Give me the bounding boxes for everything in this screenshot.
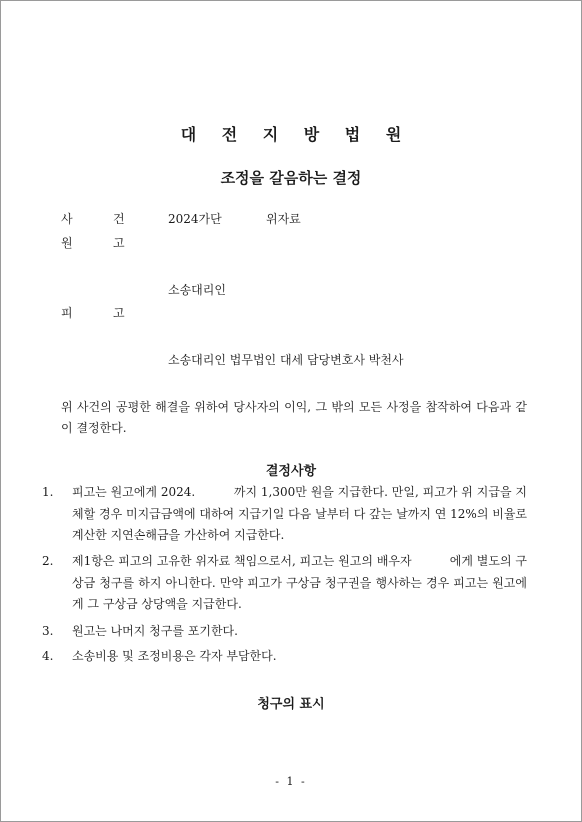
plaintiff-label-char2: 고 <box>113 236 125 250</box>
case-number: 2024가단 <box>168 212 222 226</box>
item-number: 3. <box>42 624 54 638</box>
item-text: 피고는 원고에게 2024. 까지 1,300만 원을 지급한다. 만일, 피고가 위 지급을 지체할 경우 미지급금액에 대하여 지급기일 다음 날부터 다 갚는 날까지 연 12%의 비율로 계산한 지연손해금을 가산하여 지급한다. <box>72 485 531 542</box>
item-number: 4. <box>42 649 54 663</box>
decision-item-2 <box>42 551 527 616</box>
item-text: 제1항은 피고의 고유한 위자료 책임으로서, 피고는 원고의 배우자 에게 별도의 구상금 청구를 하지 아니한다. 만약 피고가 구상금 청구권을 행사하는 경우 피고는 원고에게 그 구상금 상당액을 지급한다. <box>72 554 527 611</box>
plaintiff-label-char1: 원 <box>61 236 73 250</box>
case-label-char2: 건 <box>113 212 125 226</box>
claim-heading: 청구의 표시 <box>257 697 325 712</box>
court-name: 대 전 지 방 법 원 <box>180 125 412 144</box>
defendant-representative: 소송대리인 법무법인 대세 담당변호사 박천사 <box>168 353 404 367</box>
case-label-char1: 사 <box>61 212 73 226</box>
defendant-label-char1: 피 <box>61 306 73 320</box>
plaintiff-representative: 소송대리인 <box>168 283 226 297</box>
case-name: 위자료 <box>266 212 301 226</box>
defendant-label-char2: 고 <box>113 306 125 320</box>
item-text: 원고는 나머지 청구를 포기한다. <box>72 624 238 638</box>
item-text: 소송비용 및 조정비용은 각자 부담한다. <box>72 649 277 663</box>
decision-heading: 결정사항 <box>265 464 317 479</box>
item-number: 2. <box>42 554 54 568</box>
decision-item-1 <box>42 482 531 547</box>
decision-item-3 <box>42 621 527 643</box>
intro-paragraph: 위 사건의 공평한 해결을 위하여 당사자의 이익, 그 밖의 모든 사정을 참작하여 다음과 같이 결정한다. <box>61 400 527 435</box>
document-title: 조정을 갈음하는 결정 <box>220 169 362 187</box>
decision-item-4 <box>42 646 527 668</box>
page-number: - 1 - <box>275 775 307 788</box>
item-number: 1. <box>42 485 54 499</box>
